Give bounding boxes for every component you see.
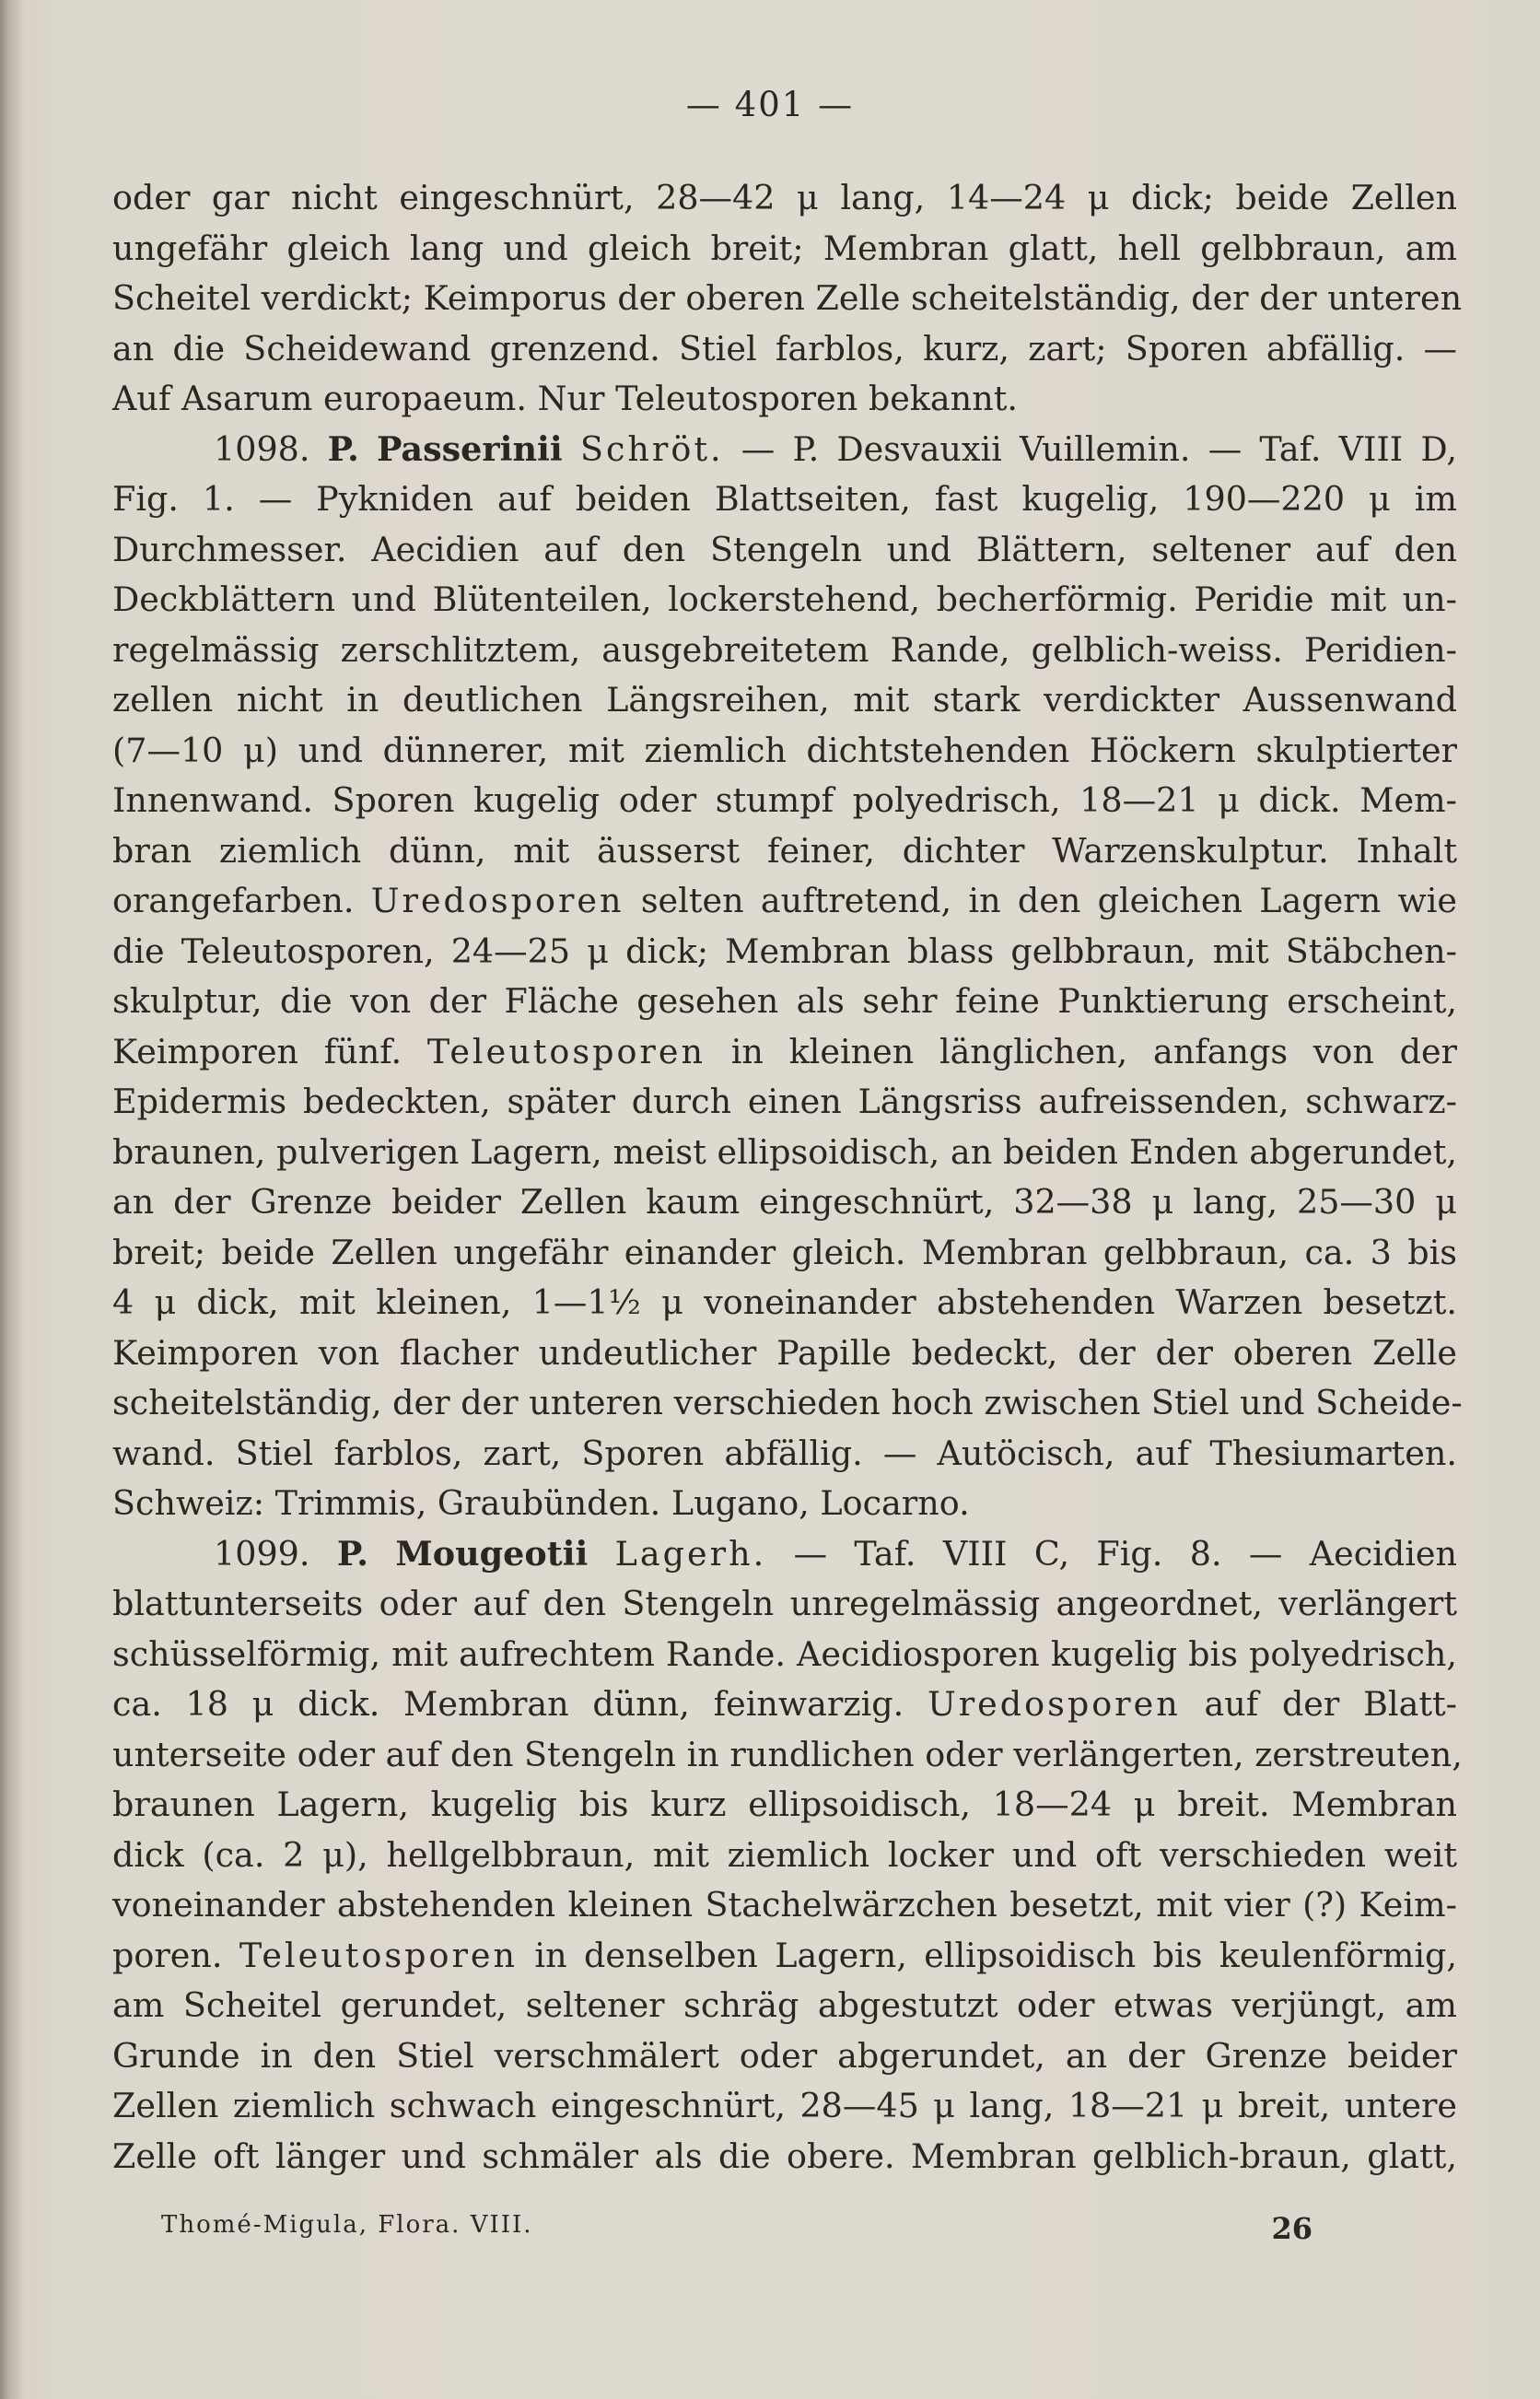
- text-line: skulptur, die von der Fläche gesehen als sehr feine Punktierung erscheint,: [112, 981, 1457, 1021]
- text-line: Zelle oft länger und schmäler als die obere. Membran gelblich-braun, glatt,: [112, 2136, 1457, 2176]
- text-line: Auf Asarum europaeum. Nur Teleutosporen bekannt.: [112, 379, 1018, 418]
- text-line: dick (ca. 2 μ), hellgelbbraun, mit ziemlich locker und oft verschieden weit: [112, 1834, 1457, 1875]
- entry-author: Lagerh.: [614, 1533, 767, 1574]
- entry-species: Mougeotii: [395, 1533, 589, 1574]
- entry-synonym: — P. Desvauxii Vuillemin. — Taf. VIII D,: [741, 428, 1457, 469]
- text-line: braunen, pulverigen Lagern, meist ellipsoidisch, an beiden Enden abgerundet,: [112, 1131, 1457, 1172]
- text-line: scheitelständig, der der unteren verschieden hoch zwischen Stiel und Scheide-: [112, 1383, 1463, 1422]
- text-line: braunen Lagern, kugelig bis kurz ellipsoidisch, 18—24 μ breit. Membran: [112, 1785, 1457, 1824]
- text-line: Fig. 1. — Pykniden auf beiden Blattseiten, fast kugelig, 190—220 μ im: [112, 479, 1457, 519]
- page-number: — 401 —: [685, 85, 855, 124]
- text-line: bran ziemlich dünn, mit äusserst feiner, dichter Warzenskulptur. Inhalt: [112, 830, 1457, 871]
- text-line-uredosporen: [112, 876, 1457, 927]
- body-text: [112, 173, 1463, 2182]
- text-line: (7—10 μ) und dünnerer, mit ziemlich dichtstehenden Höckern skulptierter: [112, 730, 1457, 770]
- line-post: selten auftretend, in den gleichen Lagern wie: [640, 881, 1458, 920]
- text-line: Schweiz: Trimmis, Graubünden. Lugano, Locarno.: [112, 1483, 970, 1523]
- line-pre: orangefarben.: [112, 881, 355, 920]
- spaced-term: Uredosporen: [370, 881, 624, 920]
- line-pre: poren.: [112, 1935, 223, 1975]
- line-post: in kleinen länglichen, anfangs von der: [730, 1031, 1457, 1071]
- text-line: zellen nicht in deutlichen Längsreihen, mit stark verdickter Aussenwand: [112, 680, 1457, 720]
- text-line: unterseite oder auf den Stengeln in rundlichen oder verlängerten, zerstreuten,: [112, 1734, 1463, 1774]
- text-line: die Teleutosporen, 24—25 μ dick; Membran blass gelbbraun, mit Stäbchen-: [112, 930, 1457, 971]
- text-line-uredosporen-2: [112, 1679, 1457, 1730]
- text-line: voneinander abstehenden kleinen Stachelwärzchen besetzt, mit vier (?) Keim-: [112, 1885, 1457, 1925]
- entry-genus: P.: [327, 428, 359, 469]
- entry-1099-heading: [112, 1529, 1457, 1580]
- line-post: in denselben Lagern, ellipsoidisch bis keulenförmig,: [534, 1935, 1457, 1975]
- text-line: breit; beide Zellen ungefähr einander gleich. Membran gelbbraun, ca. 3 bis: [112, 1232, 1457, 1272]
- entry-reference: — Taf. VIII C, Fig. 8. — Aecidien: [793, 1533, 1457, 1574]
- entry-1098-heading: [112, 425, 1457, 475]
- text-line: an die Scheidewand grenzend. Stiel farblos, kurz, zart; Sporen abfällig. —: [112, 328, 1457, 369]
- footer-source: Thomé-Migula, Flora. VIII.: [161, 2211, 533, 2239]
- text-line: am Scheitel gerundet, seltener schräg abgestutzt oder etwas verjüngt, am: [112, 1985, 1457, 2025]
- spaced-term: Uredosporen: [927, 1684, 1181, 1724]
- page-footer: [161, 2211, 1312, 2246]
- text-line: Durchmesser. Aecidien auf den Stengeln und Blättern, seltener auf den: [112, 529, 1457, 569]
- text-line: Deckblättern und Blütenteilen, lockerstehend, becherförmig. Peridie mit un-: [112, 579, 1457, 619]
- text-line: Zellen ziemlich schwach eingeschnürt, 28—45 μ lang, 18—21 μ breit, untere: [112, 2086, 1457, 2125]
- text-line: blattunterseits oder auf den Stengeln unregelmässig angeordnet, verlängert: [112, 1584, 1457, 1623]
- spaced-term: Teleutosporen: [426, 1031, 706, 1071]
- text-line: schüsselförmig, mit aufrechtem Rande. Aecidiosporen kugelig bis polyedrisch,: [112, 1633, 1457, 1674]
- text-line: regelmässig zerschlitztem, ausgebreitetem Rande, gelblich-weiss. Peridien-: [112, 629, 1457, 670]
- entry-species: Passerinii: [376, 428, 563, 469]
- text-line: Epidermis bedeckten, später durch einen Längsriss aufreissenden, schwarz-: [112, 1082, 1457, 1121]
- text-line: Scheitel verdickt; Keimporus der oberen Zelle scheitelständig, der der unteren: [112, 278, 1463, 318]
- text-line-teleutosporen-2: [112, 1931, 1457, 1982]
- text-line: Keimporen von flacher undeutlicher Papille bedeckt, der der oberen Zelle: [112, 1332, 1457, 1373]
- text-line-teleutosporen: [112, 1027, 1457, 1078]
- entry-number: 1099.: [214, 1533, 310, 1574]
- entry-author: Schröt.: [579, 428, 724, 469]
- line-post: auf der Blatt-: [1204, 1684, 1457, 1724]
- entry-number: 1098.: [214, 428, 310, 469]
- text-line: Grunde in den Stiel verschmälert oder abgerundet, an der Grenze beider: [112, 2035, 1457, 2076]
- text-line: an der Grenze beider Zellen kaum eingeschnürt, 32—38 μ lang, 25—30 μ: [112, 1182, 1457, 1222]
- text-line: 4 μ dick, mit kleinen, 1—1½ μ voneinander abstehenden Warzen besetzt.: [112, 1282, 1457, 1322]
- footer-signature: 26: [1271, 2211, 1312, 2246]
- text-line: oder gar nicht eingeschnürt, 28—42 μ lang, 14—24 μ dick; beide Zellen: [112, 178, 1457, 217]
- spaced-term: Teleutosporen: [239, 1935, 519, 1975]
- line-pre: Keimporen fünf.: [112, 1031, 402, 1071]
- text-line: ungefähr gleich lang und gleich breit; Membran glatt, hell gelbbraun, am: [112, 228, 1457, 268]
- text-line: wand. Stiel farblos, zart, Sporen abfällig. — Autöcisch, auf Thesiumarten.: [112, 1433, 1457, 1473]
- line-pre: ca. 18 μ dick. Membran dünn, feinwarzig.: [112, 1684, 904, 1724]
- entry-genus: P.: [336, 1533, 368, 1574]
- text-line: Innenwand. Sporen kugelig oder stumpf polyedrisch, 18—21 μ dick. Mem-: [112, 780, 1457, 820]
